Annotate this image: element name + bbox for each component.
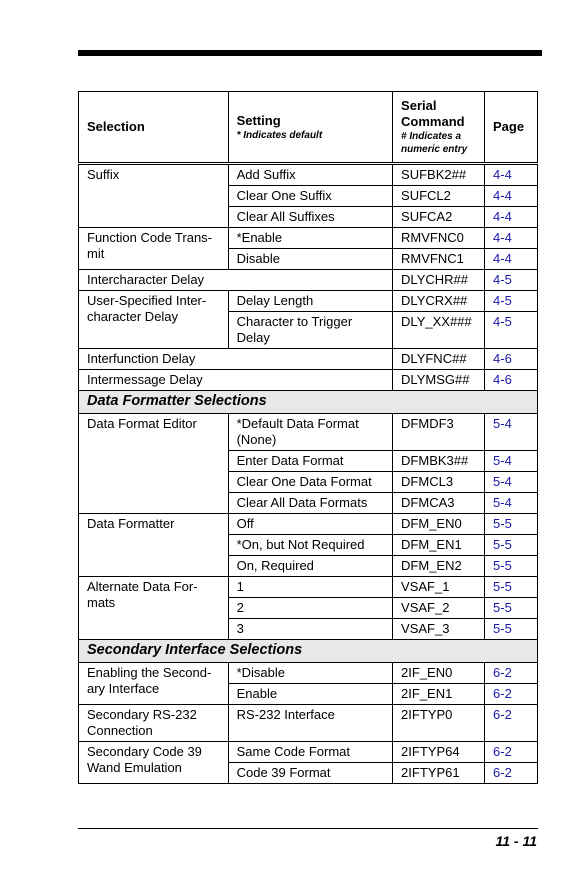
selection-cell: User-Specified Inter-character Delay [79,291,229,349]
setting-cell: RS-232 Interface [228,705,392,742]
command-cell: DFMDF3 [393,414,485,451]
command-cell: SUFCL2 [393,186,485,207]
table-row [79,514,538,535]
setting-cell: Character to Trigger Delay [228,312,392,349]
command-cell: DFMCL3 [393,472,485,493]
table-row [79,663,538,684]
setting-cell: On, Required [228,556,392,577]
header-page: Page [485,92,538,164]
page-link[interactable]: 5-5 [485,556,538,577]
header-serial-label: Serial [401,98,437,113]
section-title-data-formatter: Data Formatter Selections [79,391,538,414]
header-command [393,92,485,164]
command-cell: 2IFTYP0 [393,705,485,742]
command-cell: DFM_EN2 [393,556,485,577]
selection-cell: Data Format Editor [79,414,229,514]
header-setting-label: Setting [236,112,281,128]
setting-cell: 1 [228,577,392,598]
header-command-note-2: numeric entry [401,144,468,155]
command-cell: DLYCHR## [393,270,485,291]
page-link[interactable]: 5-5 [485,577,538,598]
selection-cell: Secondary RS-232 Connection [79,705,229,742]
command-table [78,91,538,784]
page-number: 11 - 11 [495,833,537,849]
setting-cell: Clear All Suffixes [228,207,392,228]
table-row [79,164,538,186]
setting-cell: *On, but Not Required [228,535,392,556]
page-link[interactable]: 4-4 [485,228,538,249]
command-cell: SUFCA2 [393,207,485,228]
command-cell: VSAF_2 [393,598,485,619]
command-cell: 2IFTYP61 [393,763,485,784]
page-link[interactable]: 5-5 [485,598,538,619]
setting-cell: Clear All Data Formats [228,493,392,514]
page-link[interactable]: 4-4 [485,164,538,186]
setting-cell: *Default Data Format (None) [228,414,392,451]
top-rule [78,50,542,56]
selection-cell: Suffix [79,164,229,228]
selection-cell: Intercharacter Delay [79,270,393,291]
page-link[interactable]: 6-2 [485,763,538,784]
table-header-row [79,92,538,164]
setting-cell: Disable [228,249,392,270]
page-link[interactable]: 5-5 [485,535,538,556]
selection-cell: Data Formatter [79,514,229,577]
table-row [79,228,538,249]
page-link[interactable]: 5-5 [485,514,538,535]
page-link[interactable]: 5-5 [485,619,538,640]
header-command-note-1: # Indicates a [401,131,462,142]
page-link[interactable]: 4-6 [485,349,538,370]
command-cell: VSAF_3 [393,619,485,640]
table-row [79,705,538,742]
command-cell: RMVFNC1 [393,249,485,270]
setting-cell: Delay Length [228,291,392,312]
page-link[interactable]: 4-5 [485,270,538,291]
selection-cell: Function Code Trans-mit [79,228,229,270]
selection-cell: Secondary Code 39 Wand Emulation [79,742,229,784]
page-link[interactable]: 5-4 [485,493,538,514]
page-link[interactable]: 4-5 [485,312,538,349]
setting-cell: 2 [228,598,392,619]
setting-cell: Off [228,514,392,535]
command-cell: DFMBK3## [393,451,485,472]
page-link[interactable]: 5-4 [485,414,538,451]
setting-cell: Clear One Suffix [228,186,392,207]
command-cell: 2IF_EN1 [393,684,485,705]
setting-cell: *Disable [228,663,392,684]
page-link[interactable]: 5-4 [485,472,538,493]
selection-cell: Interfunction Delay [79,349,393,370]
page-link[interactable]: 6-2 [485,705,538,742]
setting-cell: Same Code Format [228,742,392,763]
command-cell: 2IFTYP64 [393,742,485,763]
header-setting-note: * Indicates default [236,129,323,141]
setting-cell: Code 39 Format [228,763,392,784]
page-link[interactable]: 4-5 [485,291,538,312]
setting-cell: 3 [228,619,392,640]
setting-cell: Add Suffix [228,164,392,186]
table-row [79,270,538,291]
setting-cell: Enter Data Format [228,451,392,472]
table-row [79,349,538,370]
page-link[interactable]: 6-2 [485,684,538,705]
command-cell: RMVFNC0 [393,228,485,249]
selection-cell: Alternate Data For-mats [79,577,229,640]
command-cell: 2IF_EN0 [393,663,485,684]
table-row [79,414,538,451]
table-row [79,370,538,391]
command-cell: DLY_XX### [393,312,485,349]
command-cell: DLYCRX## [393,291,485,312]
page-link[interactable]: 6-2 [485,663,538,684]
page-link[interactable]: 4-6 [485,370,538,391]
section-title-secondary-interface: Secondary Interface Selections [79,640,538,663]
section-header-row [79,640,538,663]
page-link[interactable]: 6-2 [485,742,538,763]
table-row [79,291,538,312]
page-link[interactable]: 4-4 [485,186,538,207]
header-setting [228,92,392,164]
command-cell: DLYMSG## [393,370,485,391]
header-selection: Selection [79,92,229,164]
header-command-label: Command [401,114,465,129]
table-row [79,742,538,763]
command-cell: VSAF_1 [393,577,485,598]
selection-cell: Intermessage Delay [79,370,393,391]
command-cell: DFM_EN1 [393,535,485,556]
selection-cell: Enabling the Second-ary Interface [79,663,229,705]
page-link[interactable]: 4-4 [485,249,538,270]
section-header-row [79,391,538,414]
command-cell: DLYFNC## [393,349,485,370]
setting-cell: *Enable [228,228,392,249]
command-cell: SUFBK2## [393,164,485,186]
page-link[interactable]: 4-4 [485,207,538,228]
table-row [79,577,538,598]
command-cell: DFMCA3 [393,493,485,514]
page-link[interactable]: 5-4 [485,451,538,472]
setting-cell: Clear One Data Format [228,472,392,493]
bottom-rule [78,828,538,829]
command-cell: DFM_EN0 [393,514,485,535]
setting-cell: Enable [228,684,392,705]
